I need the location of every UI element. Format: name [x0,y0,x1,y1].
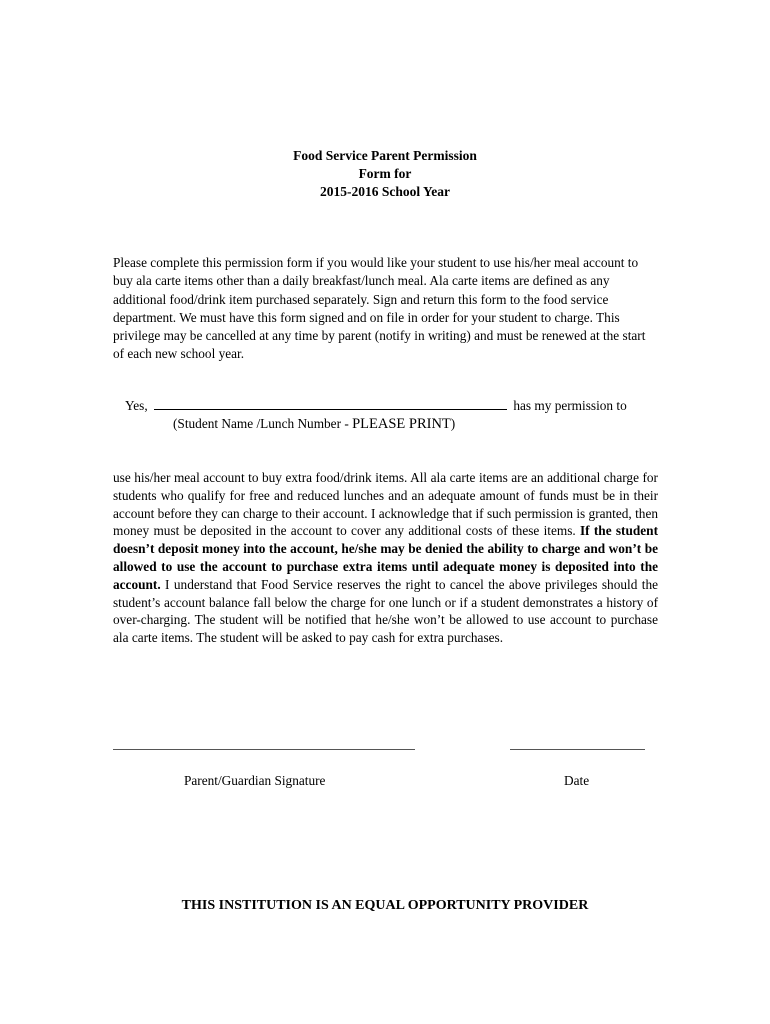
terms-bold-warning: If the student doesn’t deposit money into the account, he/she may be denied the ability to charge and won’t be allowed to use the account to purchase extra items until adequate money is deposited into the account. [113,523,658,592]
caption-close: ) [450,416,456,431]
terms-part-1: use his/her meal account to buy extra food/drink items. All ala carte items are an additional charge for students who qualify for free and reduced lunches and an adequate amount of funds must be in their account before they can charge to their account. I acknowledge that if such permission is granted, then money must be deposited in the account to cover any additional costs of these items. [113,470,658,539]
permission-suffix: has my permission to [513,398,627,413]
equal-opportunity-footer: THIS INSTITUTION IS AN EQUAL OPPORTUNITY PROVIDER [181,898,589,913]
terms-part-2: I understand that Food Service reserves the right to cancel the above privileges should the student’s account balance fall below the charge for one lunch or if a student demonstrates a history of over-charging. The student will be notified that he/she won’t be allowed to use account to purchase ala carte items. The student will be asked to pay cash for extra purchases. [113,576,658,646]
date-line[interactable] [510,749,645,750]
yes-prefix: Yes, [125,398,148,413]
date-label: Date [564,773,590,788]
student-name-caption [173,415,455,433]
title-line-1: Food Service Parent Permission [293,148,477,163]
terms-paragraph [113,469,658,647]
intro-paragraph: Please complete this permission form if you would like your student to use his/her meal account to buy ala carte items other than a daily breakfast/lunch meal. Ala carte items are defined as any additional food/drink item purchased separately. Sign and return this form to the food service department. We must have this form signed and on file in order for your student to charge. This privilege may be cancelled at any time by parent (notify in writing) and must be renewed at the start of each new school year. [113,255,646,362]
form-title [0,147,770,201]
caption-please-print: PLEASE PRINT [352,416,451,432]
title-line-3: 2015-2016 School Year [320,184,450,199]
caption-open: (Student Name /Lunch Number - [173,416,353,431]
student-name-blank[interactable] [154,397,507,410]
permission-statement [125,397,627,415]
parent-signature-label: Parent/Guardian Signature [184,773,326,788]
title-line-2: Form for [358,166,412,181]
parent-signature-line[interactable] [113,749,415,750]
